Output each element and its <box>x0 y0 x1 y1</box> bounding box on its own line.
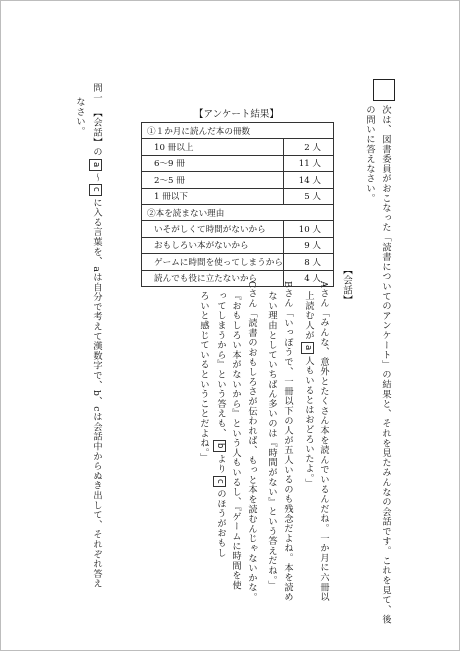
survey-row-label: 10 冊以上 <box>142 139 284 155</box>
blank-a: a <box>301 342 314 354</box>
survey-row-label: 2〜5 冊 <box>142 172 284 188</box>
speaker-a-line-2: 上読む人がa人もいるとはおどろいたよ。」 <box>303 291 314 489</box>
survey-title: 【アンケート結果】 <box>194 109 279 120</box>
survey-row <box>142 155 334 171</box>
instruction-line-2: の問いに答えなさい。 <box>364 105 375 203</box>
speaker-c-line-4: ろいと感じているということだよね。」 <box>198 291 209 463</box>
survey-row-count: 9 人 <box>283 237 333 253</box>
speaker-b-line-1: Bさん「いっぽうで、一冊以下の人が五人いるのも残念だよね。本を読め <box>282 281 293 602</box>
question-1-line-2: なさい。 <box>74 97 85 137</box>
survey-row-count: 4 人 <box>283 270 333 286</box>
survey-row-label: おもしろい本がないから <box>142 237 284 253</box>
speaker-a-line-1: Aさん「みんな、意外とたくさん本を読んでいるんだね。一か月に六冊以 <box>318 281 329 602</box>
survey-row-label: 1 冊以下 <box>142 188 284 204</box>
instruction-line-1: 次は、図書委員がおこなった「読書についてのアンケート」の結果と、それを見たみんなの会話です。これを見て、後 <box>380 105 391 625</box>
speaker-b-line-2: ない理由としていちばん多いのは『時間がない』という答えだね。」 <box>266 291 277 591</box>
survey-row <box>142 270 334 286</box>
survey-row-label: ゲームに時間を使ってしまうから <box>142 254 284 270</box>
question-1-line-1: 問一 【会話】のa〜cに入る言葉を、aは自分で考えて漢数字で、b、cは会話中からぬき出して、それぞれ答え <box>91 83 102 589</box>
blank-b: b <box>213 440 226 452</box>
survey-row-label: 6〜9 冊 <box>142 155 284 171</box>
speaker-c-line-2: 『おもしろい本がないから』という人もいるし、『ゲームに時間を使 <box>230 291 241 591</box>
survey-row <box>142 139 334 155</box>
survey-section-1-heading: ①１か月に読んだ本の冊数 <box>142 123 334 139</box>
survey-section-2-heading: ②本を読まない理由 <box>142 204 334 220</box>
survey-row-count: 8 人 <box>283 254 333 270</box>
conversation-title: 【会話】 <box>341 265 352 306</box>
question-blank-a: a <box>89 159 102 171</box>
survey-row-count: 14 人 <box>283 172 333 188</box>
survey-row <box>142 237 334 253</box>
survey-row-count: 5 人 <box>283 188 333 204</box>
survey-row-label: 読んでも役に立たないから <box>142 270 284 286</box>
problem-number-box <box>373 79 395 101</box>
survey-row <box>142 221 334 237</box>
speaker-c-line-1: Cさん「読書のおもしろさが伝われば、もっと本を読むんじゃないかな。 <box>246 281 257 603</box>
speaker-c-line-3: ってしまうから』という答えも、bよりcのほうがおもし <box>215 291 226 558</box>
survey-section-2-heading-row <box>142 204 334 220</box>
blank-c: c <box>213 476 226 487</box>
survey-row <box>142 254 334 270</box>
survey-section-1-heading-row <box>142 123 334 139</box>
question-blank-c: c <box>89 184 102 195</box>
survey-table <box>141 122 334 287</box>
survey-row <box>142 172 334 188</box>
survey-row-count: 11 人 <box>283 155 333 171</box>
survey-row-count: 10 人 <box>283 221 333 237</box>
question-1-label: 問一 <box>91 83 102 103</box>
survey-row-label: いそがしくて時間がないから <box>142 221 284 237</box>
survey-row <box>142 188 334 204</box>
survey-row-count: 2 人 <box>283 139 333 155</box>
